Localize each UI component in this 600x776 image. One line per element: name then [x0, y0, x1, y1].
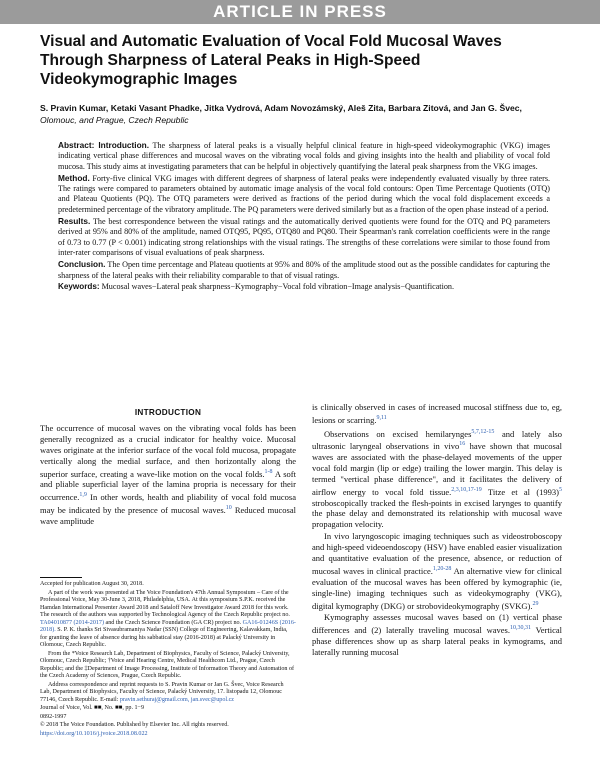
body-text: and lately also ultrasonic laryngeal observations in vivo [312, 428, 562, 452]
citation-link[interactable]: 1-8 [264, 468, 273, 475]
citation-link[interactable]: 2,3,10,17-19 [451, 486, 482, 493]
abstract-method-heading: Method. [58, 172, 90, 183]
body-text: Observations on excised hemilarynges [324, 428, 472, 439]
body-text: is clinically observed in cases of increased mucosal stiffness due to, eg, lesions or scarring. [312, 402, 562, 425]
correspondence-note [40, 682, 296, 705]
right-paragraph-2 [312, 427, 562, 531]
copyright: © 2018 The Voice Foundation. Published by Elsevier Inc. All rights reserved. [40, 722, 229, 728]
body-text: stroboscopically tracked the flesh-points in excised larynges to quantify the phase delay and demonstrated its relationship with mucosal wave propagation velocity. [312, 497, 562, 530]
accepted-note: Accepted for publication August 30, 2018. [40, 581, 144, 587]
abstract-results-text: The best correspondence between the visual ratings and the automatically derived quotients were found for the OTQ and PQ parameters derived at 95% and 80% of the amplitude, named OTQ95, PQ95, OTQ80 and PQ80. Their Spearman's rank correlation coefficients were in the range of 0.73 to 0.77 (P < 0.001) indicating strong relationships with the visual ratings. The strengths of these correlations were similar to those found from inter-rater comparisons of visual evaluations of peak sharpness. [58, 217, 550, 257]
abstract-results [58, 216, 550, 258]
body-text: An alternative view for clinical evaluation of the mucosal waves has been offered by kymographic (ie, single-line) imaging techniques such as videokymography (VKG), digital kymography (DKG) or strobovideokymography (SVKG). [312, 565, 562, 611]
body-text: Titze et al (1993) [481, 486, 559, 497]
abstract-method [58, 173, 550, 215]
note-text: A part of the work was presented at The Voice Foundation's 47th Annual Symposium – Care of the Professional Voice, May 30-June 3, 2018, Philadelphia, USA. At this symposium S.P.K. received the Hamdan International Presenter Award 2018 and Sataloff New Investigator Award 2018 for this work. The research of the authors was supported by Technological Agency of the Czech Republic project no. [40, 589, 290, 618]
abstract-intro-heading: Abstract: Introduction. [58, 140, 150, 150]
body-text: Kymography assesses mucosal waves based on (1) vertical phase differences and (2) laterally traveling mucosal waves. [312, 612, 562, 636]
citation-link[interactable]: 29 [532, 600, 539, 607]
project-link[interactable]: GA16-01246S (2016-2018). [40, 619, 296, 633]
intro-text: The occurrence of mucosal waves on the vibrating vocal folds has been generally recognized as a crucial indicator for healthy voice. Mucosal waves originate at the inferior surface of the vocal fold mucosa, propagate vertically along the medial surface, and then horizontally along the superior surface, creating a wave-like motion on the vocal folds. [40, 422, 296, 479]
abstract-results-heading: Results. [58, 216, 91, 227]
body-text: In vivo laryngoscopic imaging techniques such as videostroboscopy and high-speed videoendoscopy (HSV) have enabled easier visualization and quantitative evaluation of the presence, absence, or reduction of mucosal waves in clinical practice. [312, 531, 562, 576]
presented-note [40, 590, 296, 650]
author-list [40, 102, 560, 126]
intro-paragraph-1 [40, 423, 296, 527]
citation-link[interactable]: 1,20-28 [432, 566, 452, 572]
intro-text: Reduced mucosal wave amplitude [40, 504, 296, 526]
body-text: have shown that mucosal waves are associated with the phase-delayed movements of the upper vocal fold margin (lip or edge) trailing the lower margin. This delay is termed "vertical phase difference", and it facilitates the delivery of airflow energy to vocal fold tissue. [312, 441, 562, 497]
citation-link[interactable]: 9,11 [376, 414, 387, 421]
issn: 0892-1997 [40, 713, 67, 720]
email-link[interactable]: pravin.sethuraj@gmail.com, jan.svec@upol.cz [119, 696, 234, 703]
note-text: and the Czech Science Foundation (GA CR) project no. [104, 619, 242, 626]
citation-link[interactable]: 10,30,31 [509, 625, 531, 632]
article-in-press-banner: ARTICLE IN PRESS [0, 0, 600, 24]
abstract [58, 140, 550, 293]
note-text: S. P. K. thanks Sri Sivasubramaniya Nadar (SSN) College of Engineering, Kalavakkam, India, for granting the leave of absence during his sabbatical stay (2016-2018) at Palacký University in Olomouc, Czech Republic. [40, 627, 288, 648]
note-text: Address correspondence and reprint requests to S. Pravin Kumar or Jan G. Švec, Voice Research Lab, Department of Biophysics, Faculty of Science, Palacký University, 17. listopadu 12, Olomouc 77146, Czech Republic. E-mail: [40, 681, 284, 703]
abstract-conclusion-heading: Conclusion. [58, 259, 106, 270]
citation-link[interactable]: 5 [559, 486, 562, 493]
introduction-heading: INTRODUCTION [134, 408, 202, 417]
footnotes [40, 581, 296, 739]
doi-link[interactable]: https://doi.org/10.1016/j.jvoice.2018.08.022 [40, 730, 148, 737]
journal-citation: Journal of Voice, Vol. ■■, No. ■■, pp. 1−9 [40, 705, 145, 711]
project-link[interactable]: TA04010877 (2014-2017) [40, 619, 104, 626]
abstract-intro-text: The sharpness of lateral peaks is a visually helpful clinical feature in high-speed videokymographic (VKG) images indicating vertical phase differences and mucosal waves on the vibrating vocal folds and giving insights into the health and pliability of vocal fold mucosa. This study aims at investigating parameters that can be helpful in objectively quantifying the lateral peak sharpness from the VKG images. [58, 141, 551, 171]
citation-link[interactable]: 5,7,12-15 [471, 428, 495, 435]
author-affiliation: Olomouc, and Prague, Czech Republic [40, 115, 189, 125]
abstract-method-text: Forty-five clinical VKG images with different degrees of sharpness of lateral peaks were independently evaluated visually by three raters. The ratings were compared to parameters obtained by automatic image analysis of the vocal fold contours: Open Time Percentage Quotients (OTQ) and Plateau Quotients (PQ). The OTQ parameters were derived as fractions of the period during which the vocal fold displacement exceeds a predetermined percentage of the vibratory amplitude. The PQ parameters were derived similarly but as a fraction of the open phase instead of a period. [58, 173, 551, 214]
intro-text: In other words, health and pliability of vocal fold mucosa may be indicated by the presence of mucosal waves. [40, 492, 296, 515]
abstract-keywords [58, 282, 550, 292]
right-paragraph-4 [312, 612, 562, 657]
article-title: Visual and Automatic Evaluation of Vocal Fold Mucosal Waves Through Sharpness of Lateral Peaks in High-Speed Videokymographic Images [40, 33, 502, 88]
affiliation-note: From the *Voice Research Lab, Department of Biophysics, Faculty of Science, Palacký University, Olomouc, Czech Republic; †Voice and Hearing Centre, Medical Healthcom Ltd., Prague, Czech Republic; and the ‡Department of Image Processing, Institute of Information Theory and Automation of the Czech Academy of Sciences, Prague, Czech Republic. [40, 650, 295, 679]
right-column [312, 402, 562, 659]
body-text: Vertical phase differences show up as sharp lateral peaks in kymograms, and laterally running mucosal [312, 625, 563, 657]
abstract-conclusion [58, 259, 550, 281]
keywords-heading: Keywords: [58, 281, 100, 291]
footnote-divider [40, 577, 82, 578]
abstract-conclusion-text: The Open time percentage and Plateau quotients at 95% and 80% of the amplitude stood out as the possible candidates for capturing the sharpness of the lateral peaks with their reliability comparable to that of visual ratings. [58, 260, 550, 280]
intro-text: A soft and pliable superficial layer of the lamina propria is necessary for their occurrence. [40, 468, 297, 502]
citation-link[interactable]: 16 [459, 441, 466, 448]
abstract-introduction [58, 140, 550, 172]
left-column [40, 402, 296, 528]
author-names: S. Pravin Kumar, Ketaki Vasant Phadke, Jitka Vydrová, Adam Novozámský, Aleš Zita, Barbara Zitová, and Jan G. Švec, [40, 103, 522, 113]
citation-link[interactable]: 1,9 [79, 492, 87, 499]
citation-link[interactable]: 10 [225, 504, 232, 511]
keywords-text: Mucosal waves−Lateral peak sharpness−Kymography−Vocal fold vibration−Image analysis−Quantification. [101, 281, 454, 291]
right-paragraph-1 [312, 402, 562, 426]
right-paragraph-3 [312, 531, 562, 611]
